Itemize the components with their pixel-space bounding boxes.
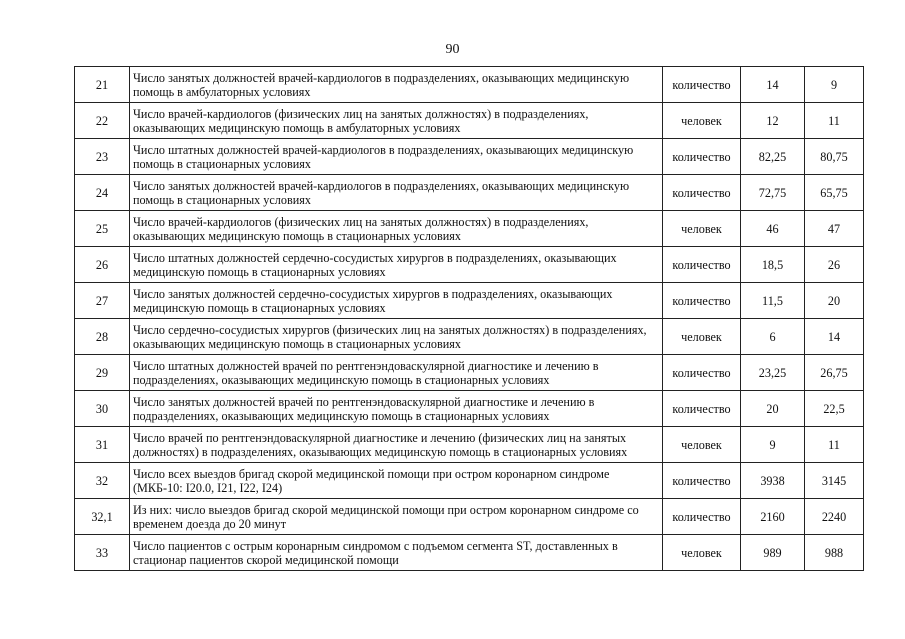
table-row <box>75 103 864 139</box>
row-description: Число занятых должностей врачей по рентгенэндоваскулярной диагностике и лечению в подразделениях, оказывающих медицинскую помощь в стационарных условиях <box>130 391 663 427</box>
table-row <box>75 535 864 571</box>
row-unit: человек <box>663 103 741 139</box>
row-value-2: 47 <box>805 211 864 247</box>
table-row <box>75 355 864 391</box>
row-number: 22 <box>75 103 130 139</box>
table-row <box>75 283 864 319</box>
row-unit: количество <box>663 67 741 103</box>
row-description: Число пациентов с острым коронарным синдромом с подъемом сегмента ST, доставленных в стационар пациентов скорой медицинской помощи <box>130 535 663 571</box>
table-row <box>75 247 864 283</box>
row-value-2: 20 <box>805 283 864 319</box>
row-number: 28 <box>75 319 130 355</box>
row-description: Число сердечно-сосудистых хирургов (физических лиц на занятых должностях) в подразделениях, оказывающих медицинскую помощь в стационарных условиях <box>130 319 663 355</box>
row-value-1: 3938 <box>741 463 805 499</box>
row-number: 27 <box>75 283 130 319</box>
row-value-1: 2160 <box>741 499 805 535</box>
table-row <box>75 391 864 427</box>
table-row <box>75 499 864 535</box>
row-description: Число штатных должностей врачей-кардиологов в подразделениях, оказывающих медицинскую помощь в стационарных условиях <box>130 139 663 175</box>
row-number: 30 <box>75 391 130 427</box>
row-value-1: 9 <box>741 427 805 463</box>
row-value-1: 46 <box>741 211 805 247</box>
row-value-2: 22,5 <box>805 391 864 427</box>
row-description: Из них: число выездов бригад скорой медицинской помощи при остром коронарном синдроме со временем доезда до 20 минут <box>130 499 663 535</box>
row-number: 23 <box>75 139 130 175</box>
row-unit: человек <box>663 211 741 247</box>
row-value-1: 12 <box>741 103 805 139</box>
row-description: Число всех выездов бригад скорой медицинской помощи при остром коронарном синдроме (МКБ-10: I20.0, I21, I22, I24) <box>130 463 663 499</box>
row-number: 21 <box>75 67 130 103</box>
row-description: Число занятых должностей сердечно-сосудистых хирургов в подразделениях, оказывающих медицинскую помощь в стационарных условиях <box>130 283 663 319</box>
row-value-1: 11,5 <box>741 283 805 319</box>
row-value-1: 23,25 <box>741 355 805 391</box>
row-description: Число занятых должностей врачей-кардиологов в подразделениях, оказывающих медицинскую помощь в стационарных условиях <box>130 175 663 211</box>
row-number: 32 <box>75 463 130 499</box>
row-value-2: 11 <box>805 103 864 139</box>
row-number: 32,1 <box>75 499 130 535</box>
row-value-2: 3145 <box>805 463 864 499</box>
table-row <box>75 175 864 211</box>
row-value-2: 2240 <box>805 499 864 535</box>
row-unit: количество <box>663 355 741 391</box>
row-unit: количество <box>663 247 741 283</box>
row-value-2: 26,75 <box>805 355 864 391</box>
row-value-2: 80,75 <box>805 139 864 175</box>
row-value-1: 82,25 <box>741 139 805 175</box>
row-description: Число врачей по рентгенэндоваскулярной диагностике и лечению (физических лиц на занятых должностях) в подразделениях, оказывающих медицинскую помощь в стационарных условиях <box>130 427 663 463</box>
row-unit: количество <box>663 283 741 319</box>
row-number: 29 <box>75 355 130 391</box>
table-row <box>75 463 864 499</box>
row-unit: количество <box>663 499 741 535</box>
row-unit: количество <box>663 139 741 175</box>
row-number: 33 <box>75 535 130 571</box>
row-number: 26 <box>75 247 130 283</box>
row-value-2: 9 <box>805 67 864 103</box>
row-description: Число занятых должностей врачей-кардиологов в подразделениях, оказывающих медицинскую помощь в амбулаторных условиях <box>130 67 663 103</box>
row-value-1: 14 <box>741 67 805 103</box>
row-value-1: 72,75 <box>741 175 805 211</box>
row-unit: количество <box>663 175 741 211</box>
row-unit: количество <box>663 463 741 499</box>
row-value-1: 20 <box>741 391 805 427</box>
row-value-2: 11 <box>805 427 864 463</box>
row-value-2: 26 <box>805 247 864 283</box>
row-unit: человек <box>663 427 741 463</box>
table-row <box>75 211 864 247</box>
indicators-table <box>74 66 864 571</box>
row-value-1: 6 <box>741 319 805 355</box>
row-number: 24 <box>75 175 130 211</box>
row-description: Число врачей-кардиологов (физических лиц на занятых должностях) в подразделениях, оказывающих медицинскую помощь в стационарных условиях <box>130 211 663 247</box>
row-unit: количество <box>663 391 741 427</box>
row-value-2: 65,75 <box>805 175 864 211</box>
row-description: Число штатных должностей сердечно-сосудистых хирургов в подразделениях, оказывающих медицинскую помощь в стационарных условиях <box>130 247 663 283</box>
row-number: 25 <box>75 211 130 247</box>
row-unit: человек <box>663 535 741 571</box>
row-value-1: 989 <box>741 535 805 571</box>
row-number: 31 <box>75 427 130 463</box>
table-row <box>75 319 864 355</box>
row-value-2: 988 <box>805 535 864 571</box>
table-row <box>75 139 864 175</box>
table-row <box>75 67 864 103</box>
row-unit: человек <box>663 319 741 355</box>
row-description: Число врачей-кардиологов (физических лиц на занятых должностях) в подразделениях, оказывающих медицинскую помощь в амбулаторных условиях <box>130 103 663 139</box>
page-number: 90 <box>445 42 460 57</box>
table-row <box>75 427 864 463</box>
row-value-2: 14 <box>805 319 864 355</box>
row-description: Число штатных должностей врачей по рентгенэндоваскулярной диагностике и лечению в подразделениях, оказывающих медицинскую помощь в стационарных условиях <box>130 355 663 391</box>
row-value-1: 18,5 <box>741 247 805 283</box>
